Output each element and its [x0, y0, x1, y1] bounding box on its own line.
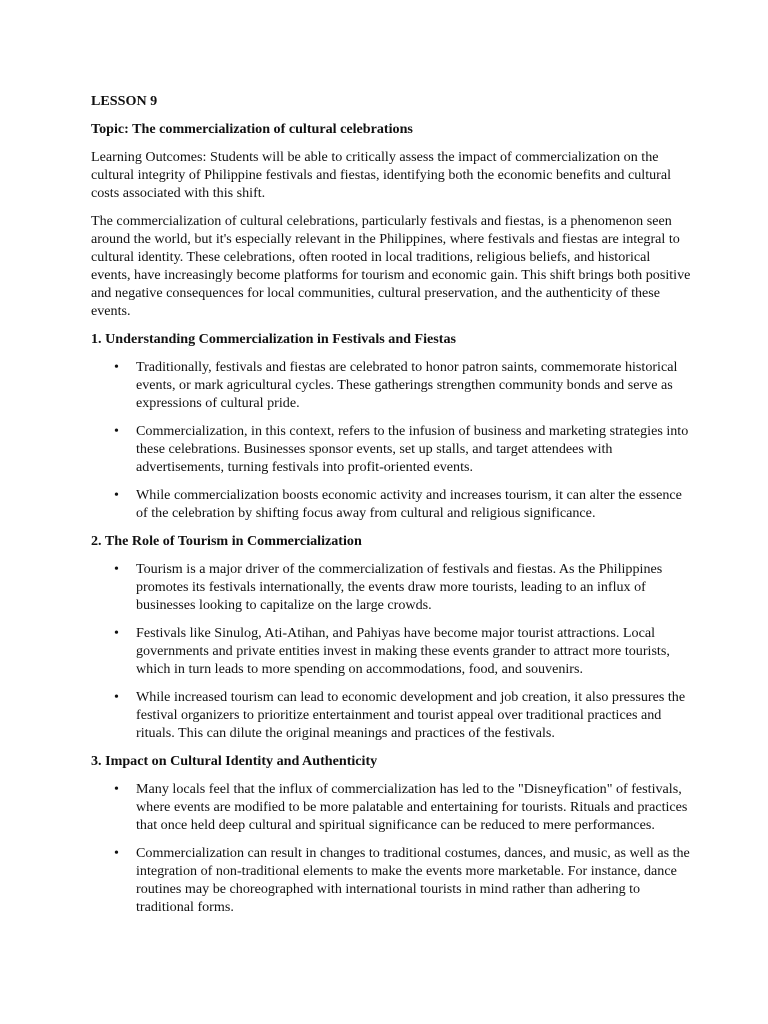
- list-item: [91, 844, 691, 916]
- intro-paragraph: The commercialization of cultural celebrations, particularly festivals and fiestas, is a phenomenon seen around the world, but it's especially relevant in the Philippines, where festivals and fiestas are integral to cultural identity. These celebrations, often rooted in local traditions, religious beliefs, and historical events, have increasingly become platforms for tourism and economic gain. This shift brings both positive and negative consequences for local communities, cultural preservation, and the authenticity of these events.: [91, 213, 691, 319]
- lesson-label: LESSON 9: [91, 93, 158, 109]
- bullet-icon: •: [114, 487, 119, 503]
- bullet-list-1: [91, 358, 691, 522]
- bullet-icon: •: [114, 561, 119, 577]
- section-heading-1: 1. Understanding Commercialization in Festivals and Fiestas: [91, 331, 457, 347]
- list-item: [91, 560, 691, 614]
- bullet-icon: •: [114, 689, 119, 705]
- bullet-list-2: [91, 560, 691, 742]
- section-heading-2: 2. The Role of Tourism in Commercialization: [91, 533, 362, 549]
- list-item: [91, 688, 691, 742]
- list-item: [91, 486, 691, 522]
- learning-outcomes-paragraph: Learning Outcomes: Students will be able to critically assess the impact of commercialization on the cultural integrity of Philippine festivals and fiestas, identifying both the economic benefits and cultural costs associated with this shift.: [91, 149, 672, 201]
- list-item: [91, 422, 691, 476]
- list-item-text: Festivals like Sinulog, Ati-Atihan, and Pahiyas have become major tourist attractions. Local governments and private entities invest in making these events grander to attract more tourists, which in turn leads to more spending on accommodations, food, and souvenirs.: [136, 625, 670, 677]
- list-item-text: Many locals feel that the influx of commercialization has led to the "Disneyfication" of festivals, where events are modified to be more palatable and entertaining for tourists. Rituals and practices that once held deep cultural and spiritual significance can be reduced to mere performances.: [136, 781, 688, 833]
- bullet-icon: •: [114, 423, 119, 439]
- list-item-text: Commercialization, in this context, refers to the infusion of business and marketing strategies into these celebrations. Businesses sponsor events, set up stalls, and target attendees with advertisements, turning festivals into profit-oriented events.: [136, 423, 689, 475]
- bullet-list-3: [91, 780, 691, 916]
- list-item-text: While increased tourism can lead to economic development and job creation, it also pressures the festival organizers to prioritize entertainment and tourist appeal over traditional practices and rituals. This can dilute the original meanings and practices of the festivals.: [136, 689, 686, 741]
- list-item: [91, 780, 691, 834]
- list-item: [91, 624, 691, 678]
- document-body: [91, 92, 691, 926]
- bullet-icon: •: [114, 359, 119, 375]
- bullet-icon: •: [114, 781, 119, 797]
- list-item: [91, 358, 691, 412]
- bullet-icon: •: [114, 625, 119, 641]
- list-item-text: Traditionally, festivals and fiestas are celebrated to honor patron saints, commemorate historical events, or mark agricultural cycles. These gatherings strengthen community bonds and serve as expressions of cultural pride.: [136, 359, 678, 411]
- list-item-text: Commercialization can result in changes to traditional costumes, dances, and music, as well as the integration of non-traditional elements to make the events more marketable. For instance, dance routines may be choreographed with international tourists in mind rather than adhering to traditional forms.: [136, 845, 690, 915]
- topic-heading: Topic: The commercialization of cultural celebrations: [91, 121, 413, 137]
- section-heading-3: 3. Impact on Cultural Identity and Authenticity: [91, 753, 378, 769]
- list-item-text: While commercialization boosts economic activity and increases tourism, it can alter the essence of the celebration by shifting focus away from cultural and religious significance.: [136, 487, 682, 521]
- list-item-text: Tourism is a major driver of the commercialization of festivals and fiestas. As the Philippines promotes its festivals internationally, the events draw more tourists, leading to an influx of businesses looking to capitalize on the large crowds.: [136, 561, 663, 613]
- bullet-icon: •: [114, 845, 119, 861]
